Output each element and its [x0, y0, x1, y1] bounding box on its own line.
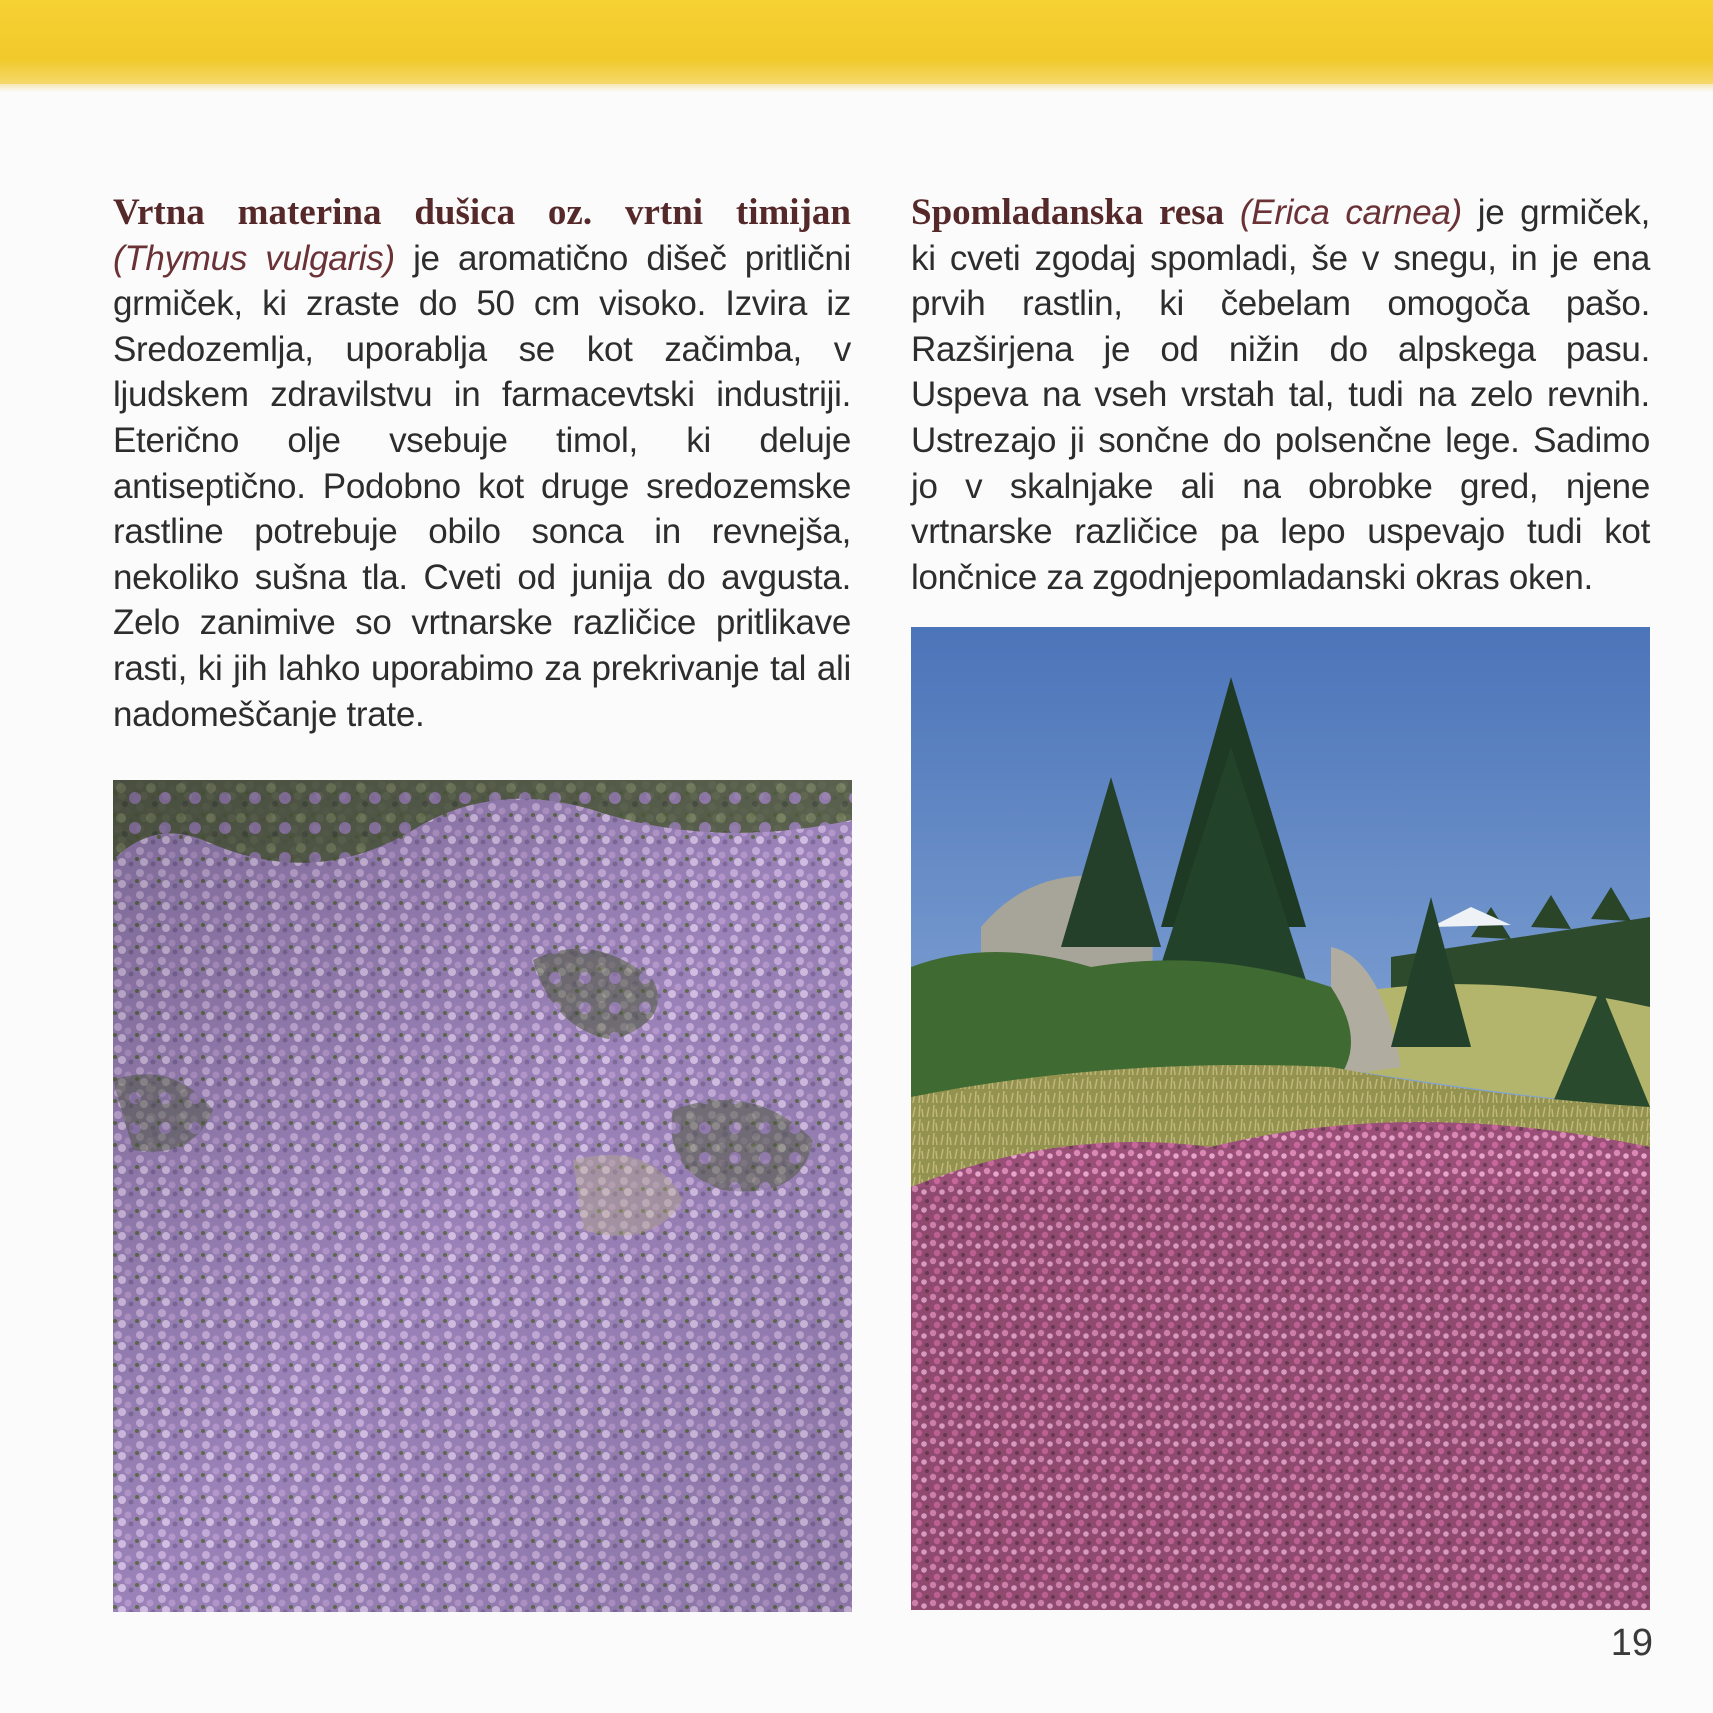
right-column	[911, 190, 1650, 600]
page-number: 19	[1610, 1622, 1653, 1664]
thyme-description: je aromatično dišeč pritlični grmiček, ki zraste do 50 cm visoko. Izvira iz Sredozemlja, uporablja se kot začimba, v ljudskem zdravilstvu in farmacevtski industriji. Eterično olje vsebuje timol, ki deluje antiseptično. Podobno kot druge sredozemske rastline potrebuje obilo sonca in revnejša, nekoliko sušna tla. Cveti od junija do avgusta. Zelo zanimive so vrtnarske različice pritlikave rasti, ki jih lahko uporabimo za prekrivanje tal ali nadomeščanje trate.	[113, 238, 851, 734]
top-color-band	[0, 0, 1713, 84]
heather-meadow-photo	[911, 627, 1650, 1610]
heather-paragraph	[911, 190, 1650, 600]
thyme-latin-name: (Thymus vulgaris)	[113, 238, 395, 278]
thyme-paragraph	[113, 190, 851, 737]
left-column	[113, 190, 851, 737]
thyme-flowers-photo	[113, 780, 852, 1612]
heather-description: je grmiček, ki cveti zgodaj spomladi, še v snegu, in je ena prvih rastlin, ki čebelam omogoča pašo. Razširjena je od nižin do alpskega pasu. Uspeva na vseh vrstah tal, tudi na zelo revnih. Ustrezajo ji sončne do polsenčne lege. Sadimo jo v skalnjake ali na obrobke gred, njene vrtnarske različice pa lepo uspevajo tudi kot lončnice za zgodnjepomladanski okras oken.	[911, 193, 1650, 597]
thyme-title: Vrtna materina dušica oz. vrtni timijan	[113, 192, 851, 233]
heather-title: Spomladanska resa	[911, 192, 1225, 233]
heather-latin-name: (Erica carnea)	[1239, 193, 1462, 232]
